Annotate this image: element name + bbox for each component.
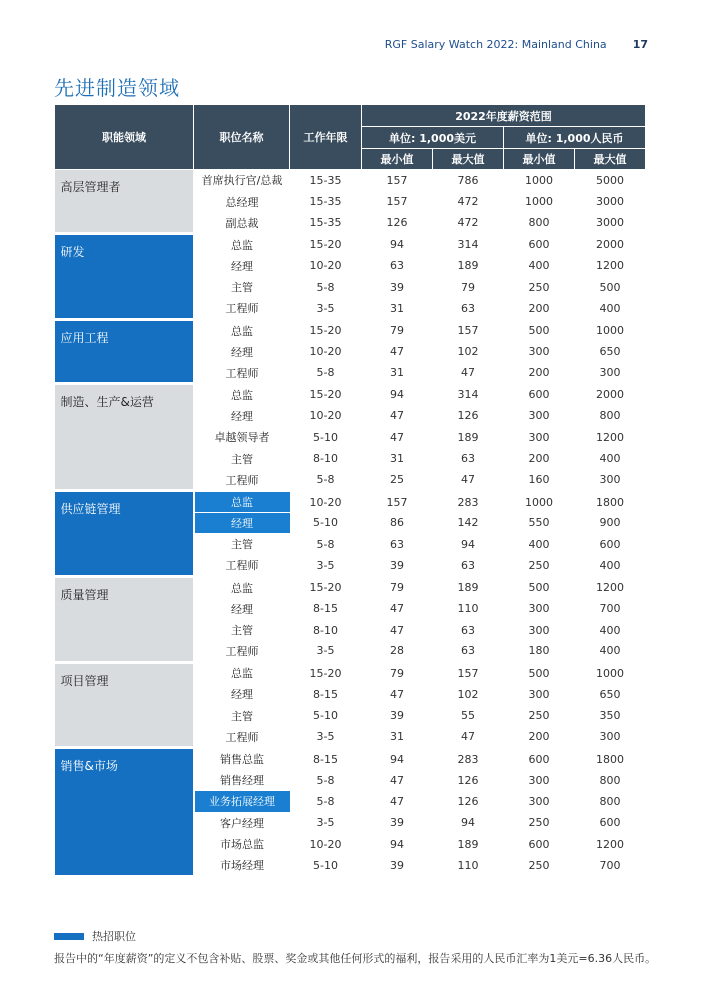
position-cell: 工程师 xyxy=(194,641,290,662)
usd-min-cell: 31 xyxy=(362,298,433,319)
usd-max-cell: 110 xyxy=(433,598,504,619)
position-cell: 总监 xyxy=(194,384,290,405)
page-header xyxy=(385,38,648,51)
years-cell: 5-10 xyxy=(290,427,362,448)
rmb-min-cell: 250 xyxy=(504,277,575,298)
position-cell: 业务拓展经理 xyxy=(194,791,290,812)
rmb-max-cell: 1000 xyxy=(575,662,646,683)
header-rmb-unit: 单位: 1,000人民币 xyxy=(504,127,646,149)
page-number: 17 xyxy=(632,38,648,51)
usd-max-cell: 63 xyxy=(433,619,504,640)
position-cell: 总监 xyxy=(194,577,290,598)
usd-min-cell: 47 xyxy=(362,619,433,640)
usd-max-cell: 102 xyxy=(433,341,504,362)
usd-max-cell: 314 xyxy=(433,234,504,255)
usd-max-cell: 63 xyxy=(433,641,504,662)
position-cell: 经理 xyxy=(194,341,290,362)
rmb-min-cell: 600 xyxy=(504,234,575,255)
years-cell: 5-8 xyxy=(290,791,362,812)
rmb-max-cell: 500 xyxy=(575,277,646,298)
rmb-min-cell: 300 xyxy=(504,619,575,640)
years-cell: 15-20 xyxy=(290,384,362,405)
position-cell: 主管 xyxy=(194,277,290,298)
usd-max-cell: 55 xyxy=(433,705,504,726)
rmb-max-cell: 3000 xyxy=(575,212,646,233)
position-cell: 销售经理 xyxy=(194,769,290,790)
rmb-min-cell: 400 xyxy=(504,255,575,276)
header-rmb-min: 最小值 xyxy=(504,149,575,170)
years-cell: 5-10 xyxy=(290,855,362,876)
header-area: 职能领域 xyxy=(55,105,194,170)
rmb-max-cell: 800 xyxy=(575,769,646,790)
position-cell: 销售总监 xyxy=(194,748,290,769)
usd-min-cell: 47 xyxy=(362,341,433,362)
usd-max-cell: 63 xyxy=(433,555,504,576)
rmb-max-cell: 650 xyxy=(575,684,646,705)
usd-max-cell: 189 xyxy=(433,427,504,448)
rmb-max-cell: 300 xyxy=(575,362,646,383)
header-position: 职位名称 xyxy=(194,105,290,170)
usd-min-cell: 94 xyxy=(362,834,433,855)
usd-min-cell: 39 xyxy=(362,855,433,876)
rmb-min-cell: 1000 xyxy=(504,491,575,512)
legend xyxy=(54,928,136,944)
rmb-max-cell: 2000 xyxy=(575,384,646,405)
rmb-min-cell: 300 xyxy=(504,341,575,362)
rmb-max-cell: 600 xyxy=(575,812,646,833)
usd-min-cell: 28 xyxy=(362,641,433,662)
usd-min-cell: 47 xyxy=(362,405,433,426)
rmb-max-cell: 700 xyxy=(575,598,646,619)
position-cell: 卓越领导者 xyxy=(194,427,290,448)
position-cell: 总监 xyxy=(194,662,290,683)
usd-min-cell: 157 xyxy=(362,191,433,212)
rmb-max-cell: 650 xyxy=(575,341,646,362)
years-cell: 15-20 xyxy=(290,577,362,598)
position-cell: 工程师 xyxy=(194,555,290,576)
rmb-min-cell: 500 xyxy=(504,577,575,598)
years-cell: 10-20 xyxy=(290,255,362,276)
usd-max-cell: 189 xyxy=(433,834,504,855)
position-cell: 经理 xyxy=(194,255,290,276)
usd-max-cell: 126 xyxy=(433,791,504,812)
position-cell: 工程师 xyxy=(194,362,290,383)
rmb-max-cell: 3000 xyxy=(575,191,646,212)
rmb-max-cell: 1200 xyxy=(575,255,646,276)
position-cell: 总经理 xyxy=(194,191,290,212)
header-range-title: 2022年度薪资范围 xyxy=(362,105,646,127)
years-cell: 5-10 xyxy=(290,512,362,533)
usd-max-cell: 94 xyxy=(433,812,504,833)
rmb-max-cell: 300 xyxy=(575,469,646,490)
usd-max-cell: 47 xyxy=(433,726,504,747)
usd-min-cell: 39 xyxy=(362,555,433,576)
usd-min-cell: 47 xyxy=(362,598,433,619)
position-cell: 经理 xyxy=(194,512,290,533)
rmb-min-cell: 300 xyxy=(504,791,575,812)
publication-title: RGF Salary Watch 2022: Mainland China xyxy=(384,38,607,51)
table-row xyxy=(55,170,646,191)
years-cell: 15-20 xyxy=(290,319,362,340)
usd-min-cell: 79 xyxy=(362,577,433,598)
rmb-min-cell: 300 xyxy=(504,684,575,705)
rmb-min-cell: 500 xyxy=(504,319,575,340)
position-cell: 总监 xyxy=(194,234,290,255)
header-usd-unit: 单位: 1,000美元 xyxy=(362,127,504,149)
usd-min-cell: 47 xyxy=(362,427,433,448)
usd-min-cell: 39 xyxy=(362,812,433,833)
rmb-max-cell: 1000 xyxy=(575,319,646,340)
usd-min-cell: 86 xyxy=(362,512,433,533)
rmb-max-cell: 800 xyxy=(575,405,646,426)
usd-max-cell: 47 xyxy=(433,469,504,490)
usd-max-cell: 79 xyxy=(433,277,504,298)
usd-min-cell: 31 xyxy=(362,448,433,469)
usd-min-cell: 47 xyxy=(362,769,433,790)
rmb-max-cell: 2000 xyxy=(575,234,646,255)
header-usd-min: 最小值 xyxy=(362,149,433,170)
rmb-min-cell: 1000 xyxy=(504,170,575,191)
rmb-max-cell: 350 xyxy=(575,705,646,726)
position-cell: 主管 xyxy=(194,619,290,640)
position-cell: 总监 xyxy=(194,319,290,340)
rmb-max-cell: 1800 xyxy=(575,491,646,512)
years-cell: 3-5 xyxy=(290,812,362,833)
table-row xyxy=(55,319,646,340)
rmb-min-cell: 600 xyxy=(504,748,575,769)
usd-max-cell: 314 xyxy=(433,384,504,405)
years-cell: 5-10 xyxy=(290,705,362,726)
table-row xyxy=(55,491,646,512)
rmb-max-cell: 400 xyxy=(575,641,646,662)
rmb-max-cell: 1200 xyxy=(575,577,646,598)
rmb-min-cell: 250 xyxy=(504,855,575,876)
rmb-max-cell: 600 xyxy=(575,534,646,555)
years-cell: 8-10 xyxy=(290,619,362,640)
usd-min-cell: 94 xyxy=(362,748,433,769)
years-cell: 8-15 xyxy=(290,684,362,705)
position-cell: 客户经理 xyxy=(194,812,290,833)
years-cell: 10-20 xyxy=(290,834,362,855)
years-cell: 3-5 xyxy=(290,555,362,576)
usd-min-cell: 79 xyxy=(362,662,433,683)
header-rmb-max: 最大值 xyxy=(575,149,646,170)
position-cell: 副总裁 xyxy=(194,212,290,233)
rmb-min-cell: 200 xyxy=(504,448,575,469)
usd-max-cell: 94 xyxy=(433,534,504,555)
rmb-max-cell: 1800 xyxy=(575,748,646,769)
area-cell: 制造、生产&运营 xyxy=(55,384,194,491)
usd-max-cell: 283 xyxy=(433,748,504,769)
usd-min-cell: 94 xyxy=(362,384,433,405)
years-cell: 5-8 xyxy=(290,277,362,298)
position-cell: 主管 xyxy=(194,534,290,555)
usd-max-cell: 47 xyxy=(433,362,504,383)
area-cell: 销售&市场 xyxy=(55,748,194,877)
usd-min-cell: 63 xyxy=(362,534,433,555)
rmb-min-cell: 1000 xyxy=(504,191,575,212)
usd-max-cell: 126 xyxy=(433,769,504,790)
rmb-max-cell: 300 xyxy=(575,726,646,747)
usd-min-cell: 39 xyxy=(362,277,433,298)
section-title: 先进制造领域 xyxy=(54,76,180,100)
usd-min-cell: 25 xyxy=(362,469,433,490)
area-cell: 项目管理 xyxy=(55,662,194,748)
rmb-min-cell: 300 xyxy=(504,405,575,426)
rmb-max-cell: 1200 xyxy=(575,834,646,855)
position-cell: 工程师 xyxy=(194,469,290,490)
rmb-min-cell: 250 xyxy=(504,812,575,833)
rmb-min-cell: 300 xyxy=(504,769,575,790)
usd-min-cell: 47 xyxy=(362,791,433,812)
usd-max-cell: 102 xyxy=(433,684,504,705)
rmb-min-cell: 600 xyxy=(504,834,575,855)
years-cell: 15-20 xyxy=(290,234,362,255)
position-cell: 首席执行官/总裁 xyxy=(194,170,290,191)
usd-max-cell: 472 xyxy=(433,212,504,233)
usd-min-cell: 47 xyxy=(362,684,433,705)
years-cell: 3-5 xyxy=(290,641,362,662)
hot-position-swatch xyxy=(54,933,84,940)
years-cell: 3-5 xyxy=(290,298,362,319)
position-cell: 市场经理 xyxy=(194,855,290,876)
table-body xyxy=(55,170,646,877)
area-cell: 质量管理 xyxy=(55,577,194,663)
years-cell: 8-15 xyxy=(290,598,362,619)
position-cell: 总监 xyxy=(194,491,290,512)
usd-max-cell: 142 xyxy=(433,512,504,533)
table-header xyxy=(55,105,646,170)
usd-min-cell: 39 xyxy=(362,705,433,726)
table-row xyxy=(55,748,646,769)
table-row xyxy=(55,662,646,683)
position-cell: 工程师 xyxy=(194,726,290,747)
rmb-min-cell: 550 xyxy=(504,512,575,533)
usd-max-cell: 283 xyxy=(433,491,504,512)
position-cell: 经理 xyxy=(194,405,290,426)
rmb-min-cell: 250 xyxy=(504,555,575,576)
table-row xyxy=(55,577,646,598)
table-row xyxy=(55,234,646,255)
usd-max-cell: 786 xyxy=(433,170,504,191)
rmb-min-cell: 200 xyxy=(504,362,575,383)
rmb-max-cell: 900 xyxy=(575,512,646,533)
rmb-min-cell: 160 xyxy=(504,469,575,490)
years-cell: 15-20 xyxy=(290,662,362,683)
position-cell: 主管 xyxy=(194,705,290,726)
usd-max-cell: 157 xyxy=(433,319,504,340)
area-cell: 应用工程 xyxy=(55,319,194,383)
rmb-min-cell: 600 xyxy=(504,384,575,405)
rmb-max-cell: 400 xyxy=(575,448,646,469)
rmb-max-cell: 400 xyxy=(575,619,646,640)
header-years: 工作年限 xyxy=(290,105,362,170)
position-cell: 工程师 xyxy=(194,298,290,319)
usd-min-cell: 63 xyxy=(362,255,433,276)
rmb-max-cell: 400 xyxy=(575,555,646,576)
rmb-min-cell: 300 xyxy=(504,427,575,448)
legend-label: 热招职位 xyxy=(92,930,136,943)
rmb-max-cell: 700 xyxy=(575,855,646,876)
usd-min-cell: 94 xyxy=(362,234,433,255)
rmb-min-cell: 200 xyxy=(504,298,575,319)
header-usd-max: 最大值 xyxy=(433,149,504,170)
years-cell: 15-35 xyxy=(290,191,362,212)
area-cell: 研发 xyxy=(55,234,194,320)
usd-max-cell: 189 xyxy=(433,255,504,276)
rmb-min-cell: 250 xyxy=(504,705,575,726)
footnote: 报告中的“年度薪资”的定义不包含补贴、股票、奖金或其他任何形式的福利，报告采用的人民币汇率为1美元=6.36人民币。 xyxy=(54,952,657,965)
rmb-max-cell: 800 xyxy=(575,791,646,812)
position-cell: 经理 xyxy=(194,598,290,619)
years-cell: 5-8 xyxy=(290,769,362,790)
rmb-max-cell: 400 xyxy=(575,298,646,319)
years-cell: 5-8 xyxy=(290,534,362,555)
usd-min-cell: 31 xyxy=(362,726,433,747)
rmb-min-cell: 400 xyxy=(504,534,575,555)
usd-max-cell: 157 xyxy=(433,662,504,683)
years-cell: 10-20 xyxy=(290,341,362,362)
position-cell: 主管 xyxy=(194,448,290,469)
rmb-min-cell: 180 xyxy=(504,641,575,662)
usd-min-cell: 157 xyxy=(362,170,433,191)
usd-max-cell: 63 xyxy=(433,298,504,319)
rmb-max-cell: 5000 xyxy=(575,170,646,191)
years-cell: 10-20 xyxy=(290,491,362,512)
area-cell: 高层管理者 xyxy=(55,170,194,234)
usd-max-cell: 189 xyxy=(433,577,504,598)
years-cell: 10-20 xyxy=(290,405,362,426)
years-cell: 5-8 xyxy=(290,362,362,383)
usd-max-cell: 472 xyxy=(433,191,504,212)
years-cell: 3-5 xyxy=(290,726,362,747)
usd-max-cell: 110 xyxy=(433,855,504,876)
rmb-min-cell: 800 xyxy=(504,212,575,233)
position-cell: 经理 xyxy=(194,684,290,705)
years-cell: 15-35 xyxy=(290,212,362,233)
area-cell: 供应链管理 xyxy=(55,491,194,577)
usd-min-cell: 31 xyxy=(362,362,433,383)
usd-min-cell: 157 xyxy=(362,491,433,512)
position-cell: 市场总监 xyxy=(194,834,290,855)
years-cell: 8-15 xyxy=(290,748,362,769)
table-row xyxy=(55,384,646,405)
years-cell: 5-8 xyxy=(290,469,362,490)
years-cell: 8-10 xyxy=(290,448,362,469)
rmb-min-cell: 500 xyxy=(504,662,575,683)
usd-min-cell: 126 xyxy=(362,212,433,233)
usd-max-cell: 126 xyxy=(433,405,504,426)
rmb-min-cell: 200 xyxy=(504,726,575,747)
usd-max-cell: 63 xyxy=(433,448,504,469)
rmb-max-cell: 1200 xyxy=(575,427,646,448)
rmb-min-cell: 300 xyxy=(504,598,575,619)
usd-min-cell: 79 xyxy=(362,319,433,340)
years-cell: 15-35 xyxy=(290,170,362,191)
salary-table xyxy=(54,104,646,878)
